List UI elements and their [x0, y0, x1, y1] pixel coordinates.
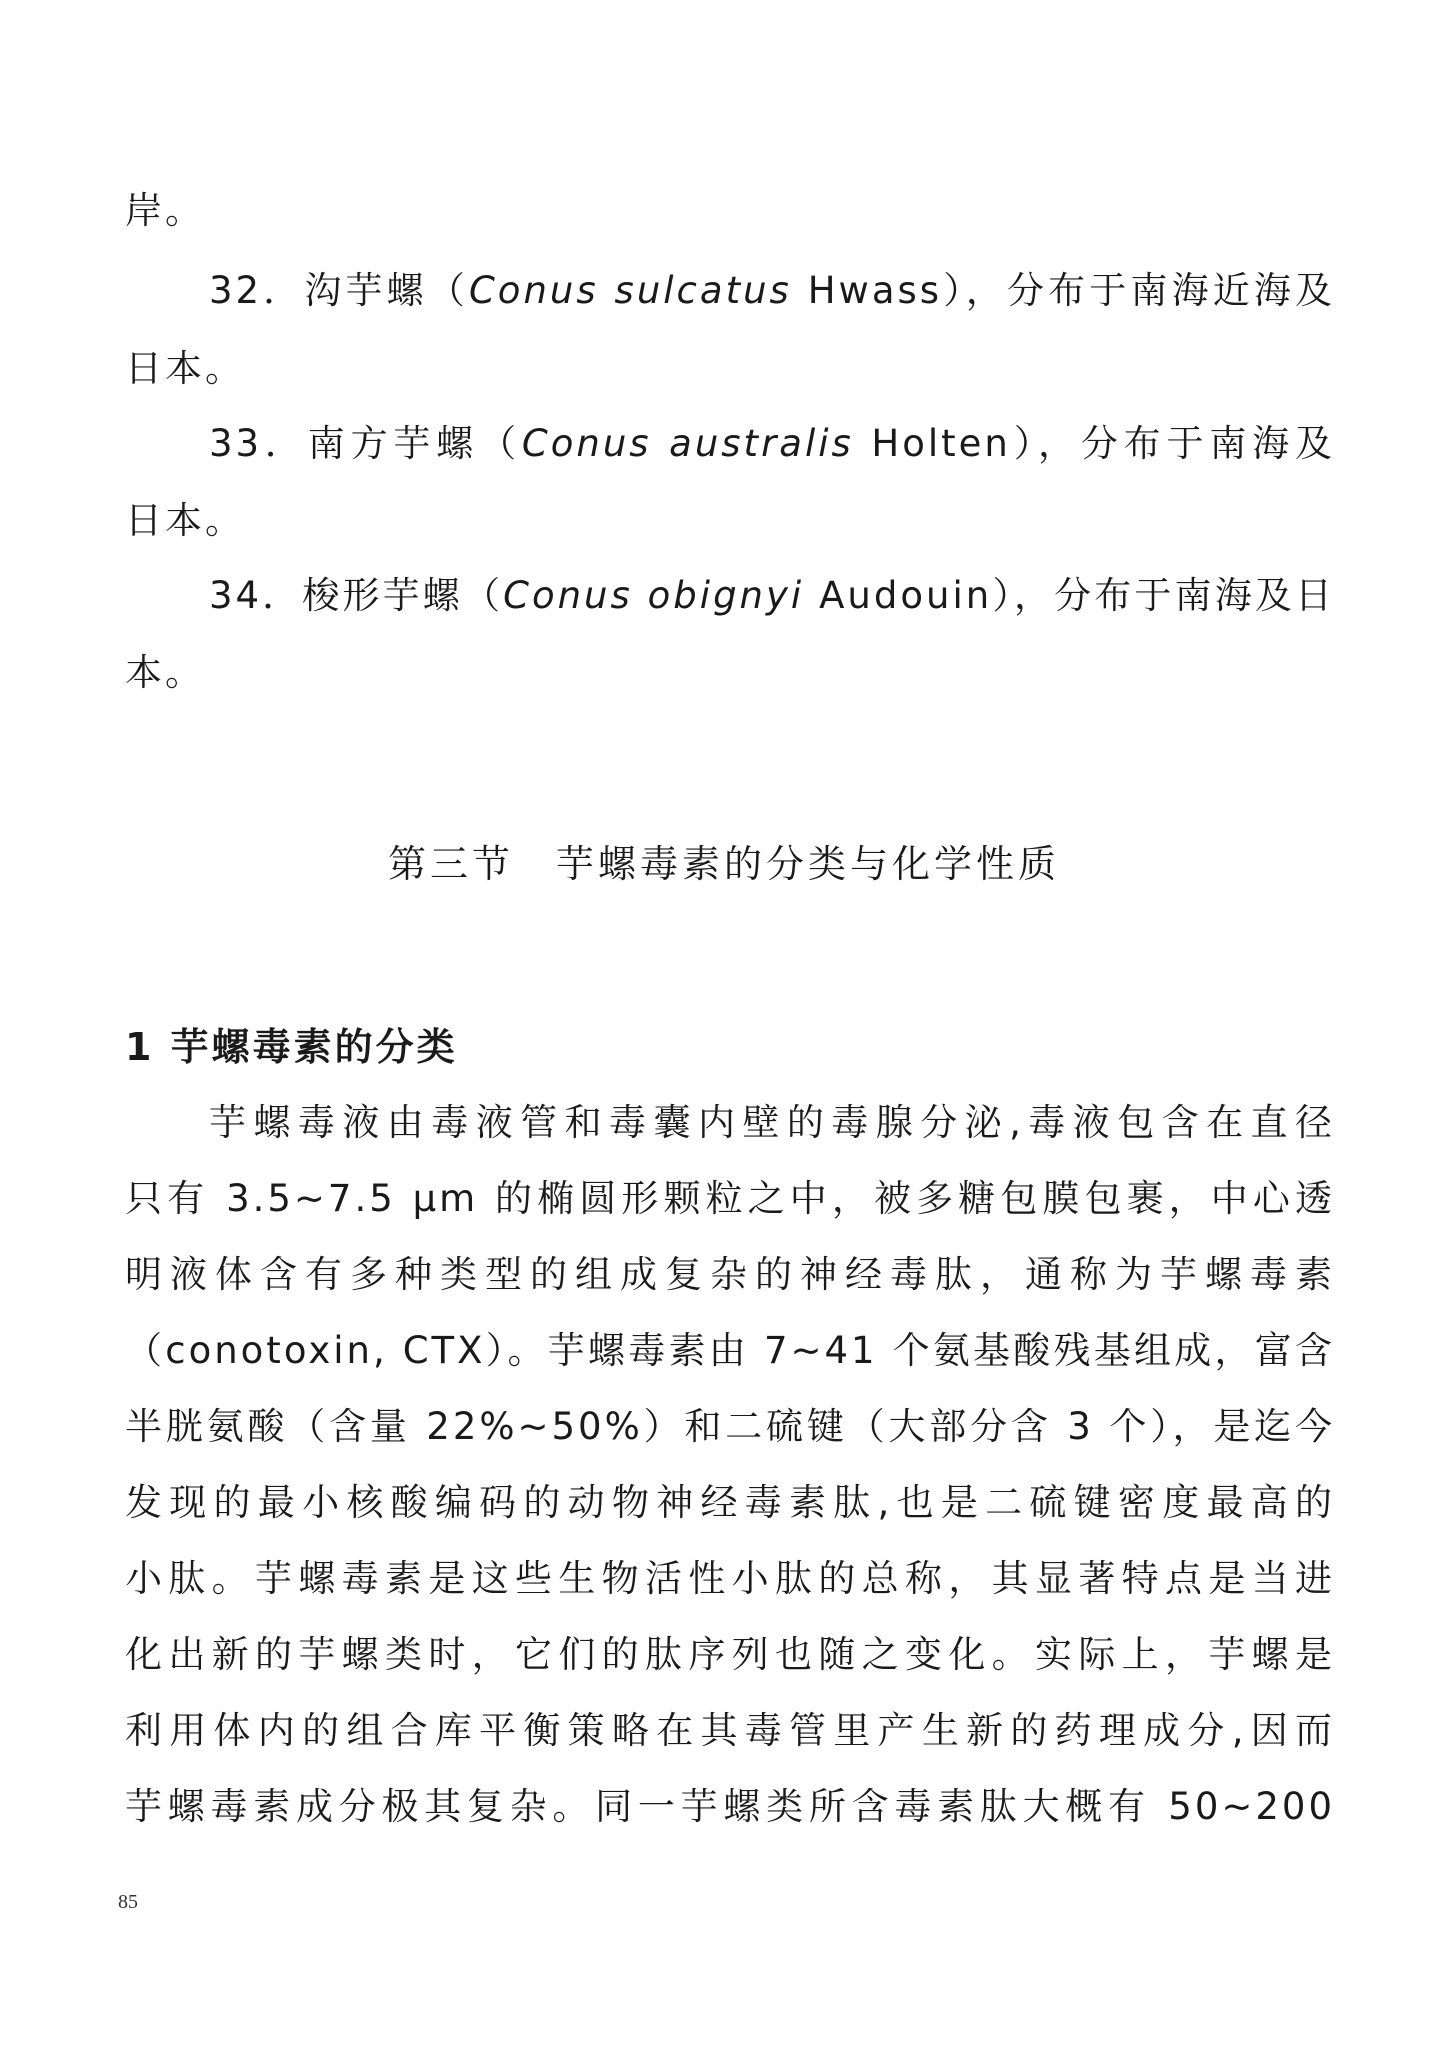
continuation-text: 岸。 [125, 189, 205, 232]
species-entry-32-line2 [125, 343, 1335, 395]
entry-tail: ），分布于南海近海及 [942, 269, 1335, 312]
species-entry-34-line2 [125, 647, 1335, 699]
entry-number: 32． [209, 269, 305, 312]
entry-cn-name: 沟芋螺（ [304, 269, 469, 312]
entry-author: Audouin [819, 574, 993, 617]
entry-author: Holten [871, 422, 1011, 465]
page-number: 85 [118, 1891, 138, 1913]
species-entry-32-line1 [209, 265, 1335, 317]
entry-tail: ），分布于南海及 [1010, 422, 1335, 465]
paragraph-line: 半胱氨酸（含量 22%~50%）和二硫键（大部分含 3 个），是迄今 [125, 1405, 1335, 1448]
entry-latin-species: australis [669, 422, 854, 465]
subsection-heading: 1 芋螺毒素的分类 [125, 1025, 458, 1069]
entry-latin-species: obignyi [647, 574, 805, 617]
continuation-line [125, 185, 1335, 237]
paragraph-line: 芋螺毒液由毒液管和毒囊内壁的毒腺分泌,毒液包含在直径 [209, 1101, 1335, 1144]
species-entry-34-line1 [209, 570, 1335, 622]
entry-cn-name: 梭形芋螺（ [302, 574, 504, 617]
entry-author: Hwass [807, 269, 943, 312]
entry-latin-genus: Conus [521, 422, 652, 465]
species-entry-33-line1 [209, 418, 1335, 470]
paragraph-line: 只有 3.5~7.5 μm 的椭圆形颗粒之中，被多糖包膜包裹，中心透 [125, 1177, 1335, 1220]
species-entry-33-line2 [125, 495, 1335, 547]
paragraph-line: 明液体含有多种类型的组成复杂的神经毒肽，通称为芋螺毒素 [125, 1253, 1335, 1296]
entry-number: 33． [209, 422, 308, 465]
entry-line2: 本。 [125, 651, 205, 694]
entry-latin-genus: Conus [503, 574, 633, 617]
paragraph-line: 小肽。芋螺毒素是这些生物活性小肽的总称，其显著特点是当进 [125, 1557, 1335, 1600]
entry-tail: ），分布于南海及日 [992, 574, 1335, 617]
paragraph-line: 发现的最小核酸编码的动物神经毒素肽,也是二硫键密度最高的 [125, 1481, 1335, 1524]
entry-line2: 日本。 [125, 499, 245, 542]
section-title: 第三节 芋螺毒素的分类与化学性质 [387, 842, 1060, 886]
entry-line2: 日本。 [125, 347, 245, 390]
entry-latin-species: sulcatus [614, 269, 792, 312]
paragraph-line: 芋螺毒素成分极其复杂。同一芋螺类所含毒素肽大概有 50~200 [125, 1785, 1335, 1828]
paragraph-line: 利用体内的组合库平衡策略在其毒管里产生新的药理成分,因而 [125, 1709, 1335, 1752]
entry-number: 34． [209, 574, 303, 617]
paragraph-line: （conotoxin, CTX）。芋螺毒素由 7~41 个氨基酸残基组成，富含 [125, 1329, 1335, 1372]
entry-latin-genus: Conus [468, 269, 599, 312]
paragraph-line: 化出新的芋螺类时，它们的肽序列也随之变化。实际上，芋螺是 [125, 1633, 1335, 1676]
entry-cn-name: 南方芋螺（ [307, 422, 522, 465]
